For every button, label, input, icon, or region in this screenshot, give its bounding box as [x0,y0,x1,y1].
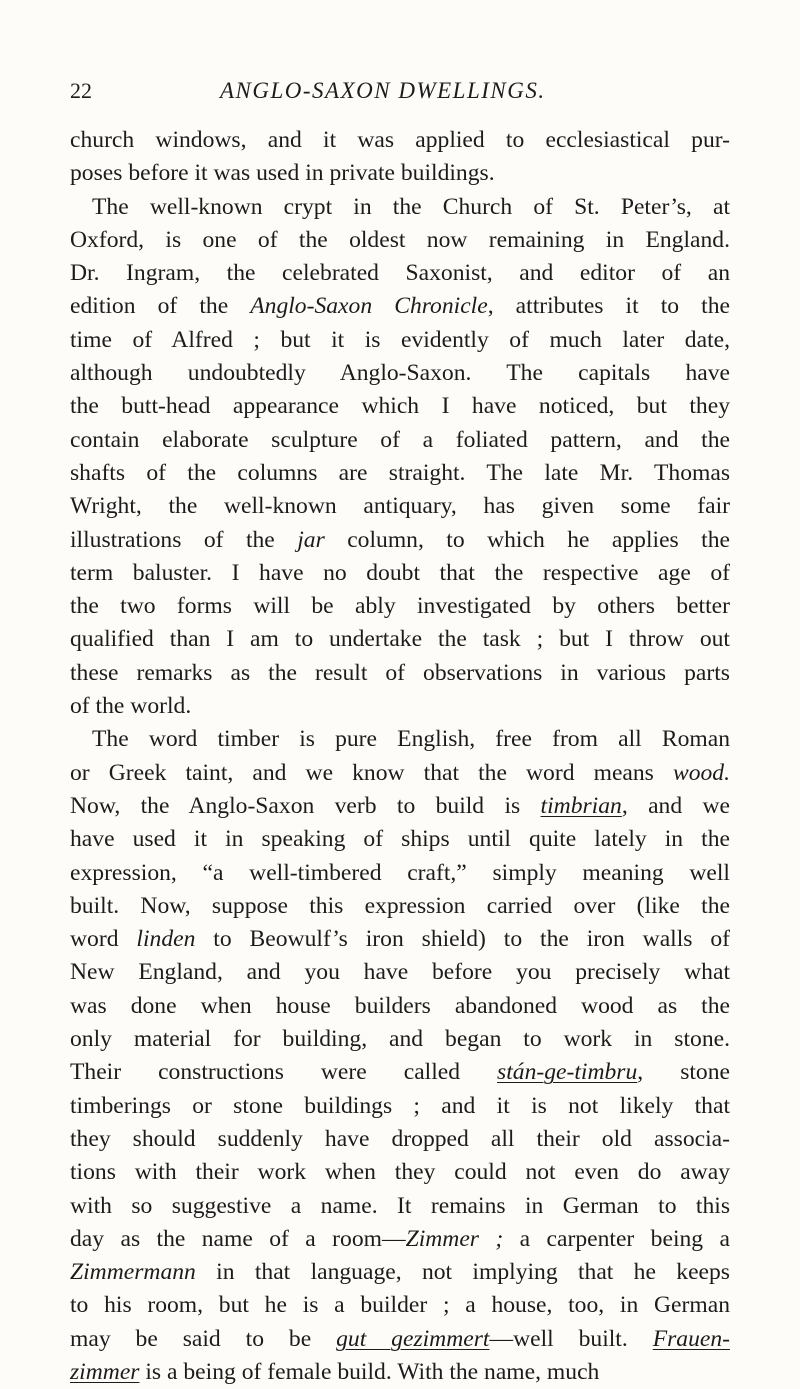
text-line: qualified than I am to undertake the task ; but I throw out [70,626,730,653]
italic-term: Frauen- [652,1325,731,1352]
italic-term: Zimmermann [70,1259,196,1286]
text-line: Zimmermann in that language, not implying that he keeps [70,1259,730,1286]
text-line: New England, and you have before you precisely what [70,959,730,986]
text-line: Oxford, is one of the oldest now remaining in England. [70,226,730,253]
italic-term: zimmer [70,1358,140,1385]
text-line: church windows, and it was applied to ecclesiastical pur- [70,127,730,153]
paragraph [70,124,730,191]
text-line: may be said to be gut gezimmert—well built. Frauen- [70,1325,731,1352]
text-line: term baluster. I have no doubt that the respective age of [70,559,730,586]
paragraph [70,723,730,1389]
text-line: zimmer is a being of female build. With the name, much [70,1358,600,1385]
text-line: expression, “a well-timbered craft,” simply meaning well [70,859,730,886]
paragraph [70,191,730,724]
text-line: was done when house builders abandoned wood as the [70,992,730,1019]
italic-term: linden [136,926,196,953]
italic-term: Zimmer ; [405,1225,504,1252]
italic-term: stán-ge-timbru [497,1059,638,1086]
running-title: ANGLO-SAXON DWELLINGS. [220,78,546,103]
text-line: have used it in speaking of ships until quite lately in the [70,826,730,853]
text-line: The word timber is pure English, free from all Roman [92,726,730,753]
text-line: The well-known crypt in the Church of St. Peter’s, at [92,193,730,220]
body-text [70,124,730,1389]
italic-term: wood. [672,759,730,786]
text-line: Wright, the well-known antiquary, has given some fair [70,493,730,520]
italic-term: gut gezimmert [336,1325,490,1352]
text-line: or Greek taint, and we know that the word means wood. [70,759,730,786]
italic-term: timbrian [540,792,622,819]
text-line: edition of the Anglo-Saxon Chronicle, attributes it to the [70,293,731,320]
running-head [70,78,730,118]
text-line: day as the name of a room—Zimmer ; a carpenter being a [70,1225,730,1252]
text-line: with so suggestive a name. It remains in German to this [70,1192,730,1219]
text-line: Now, the Anglo-Saxon verb to build is timbrian, and we [70,792,730,819]
text-line: although undoubtedly Anglo-Saxon. The capitals have [70,360,730,387]
italic-term: jar [297,526,325,553]
text-line: shafts of the columns are straight. The late Mr. Thomas [70,459,730,486]
text-line: word linden to Beowulf’s iron shield) to the iron walls of [70,926,731,953]
text-line: the butt-head appearance which I have noticed, but they [70,393,730,420]
text-line: these remarks as the result of observations in various parts [70,659,730,686]
text-line: illustrations of the jar column, to which he applies the [70,526,730,553]
text-line: only material for building, and began to work in stone. [70,1026,730,1053]
text-line: built. Now, suppose this expression carried over (like the [70,892,730,919]
text-line: Their constructions were called stán-ge-timbru, stone [70,1059,730,1086]
text-line: tions with their work when they could not even do away [70,1159,730,1186]
text-line: time of Alfred ; but it is evidently of much later date, [70,326,730,353]
text-line: to his room, but he is a builder ; a house, too, in German [70,1292,730,1319]
text-line: they should suddenly have dropped all their old associa- [70,1125,730,1152]
text-line: contain elaborate sculpture of a foliated pattern, and the [70,426,730,453]
text-line: timberings or stone buildings ; and it is not likely that [70,1092,730,1119]
text-line: Dr. Ingram, the celebrated Saxonist, and editor of an [70,260,730,287]
text-line: poses before it was used in private buildings. [70,160,495,187]
italic-term: Anglo-Saxon Chronicle [250,293,488,320]
text-line: of the world. [70,693,192,720]
text-line: the two forms will be ably investigated by others better [70,593,730,620]
page-number: 22 [70,78,92,103]
